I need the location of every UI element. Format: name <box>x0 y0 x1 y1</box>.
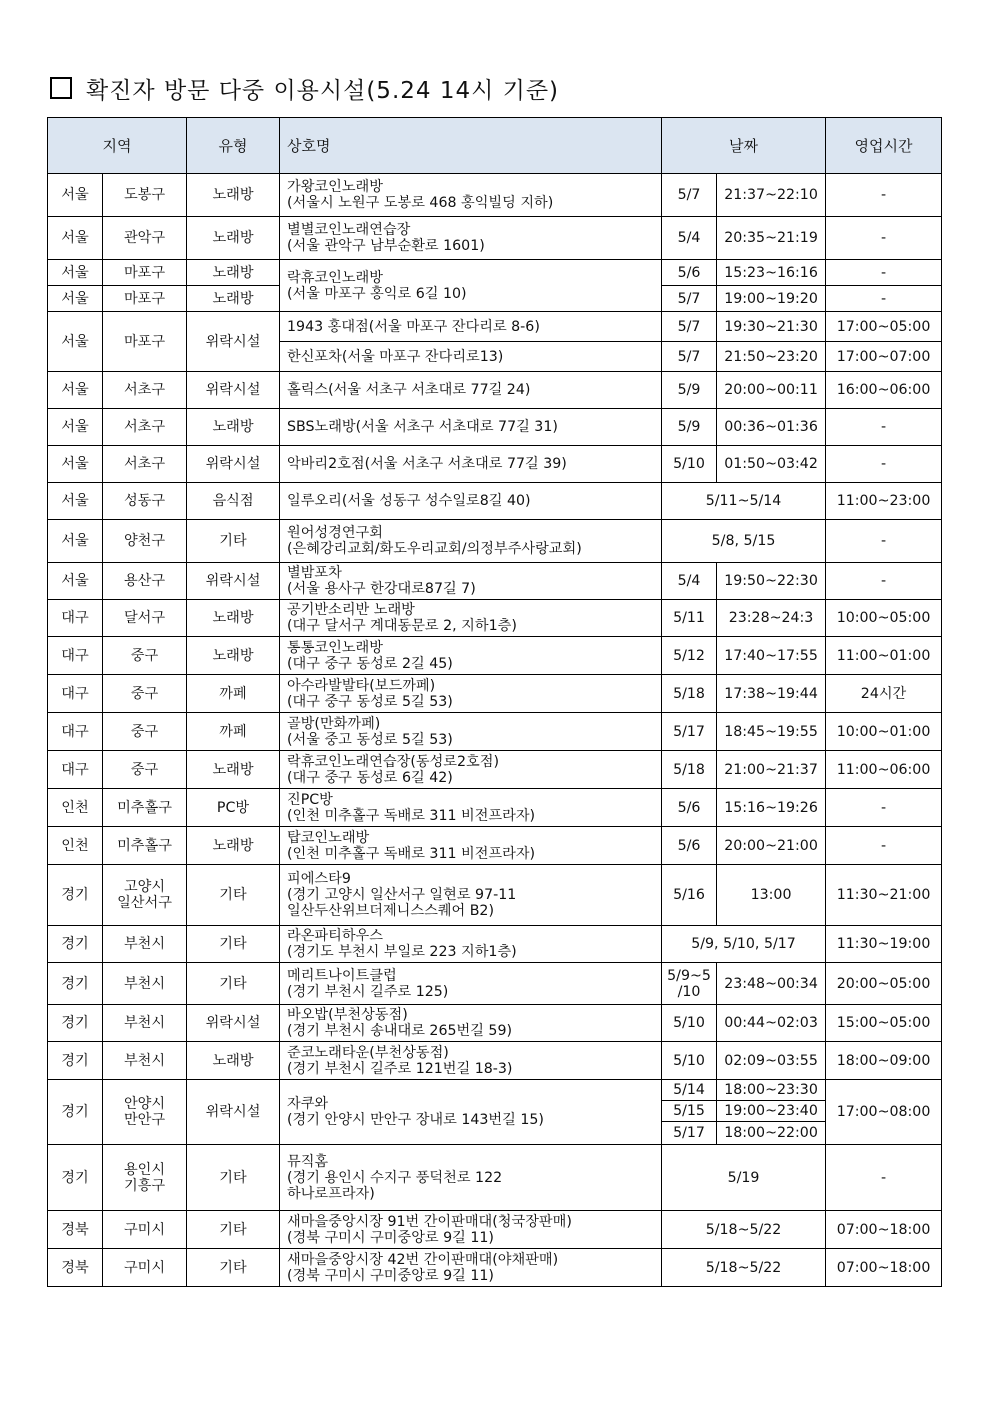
header-region: 지역 <box>48 118 187 174</box>
date-cell: 5/16 <box>662 865 717 926</box>
name-cell-line: (경북 구미시 구미중앙로 9길 11) <box>287 1267 494 1284</box>
region-city-cell: 대구 <box>48 637 103 675</box>
region-city-cell: 경기 <box>48 1080 103 1145</box>
type-cell: 노래방 <box>187 751 280 789</box>
name-cell-line: (경기 고양시 일산서구 일현로 97-11 <box>287 887 517 903</box>
hours-cell: 17:00~05:00 <box>826 312 942 342</box>
hours-cell: 15:00~05:00 <box>826 1005 942 1042</box>
header-date: 날짜 <box>662 118 826 174</box>
type-cell: 위락시설 <box>187 1005 280 1042</box>
name-cell-line: 일산두산위브더제니스스퀘어 B2) <box>287 903 494 919</box>
name-cell <box>280 217 662 260</box>
time-cell: 01:50~03:42 <box>717 446 826 483</box>
name-cell-line: (서울 마포구 홍익로 6길 10) <box>287 285 467 302</box>
region-district-cell: 부천시 <box>103 926 187 963</box>
type-cell: 노래방 <box>187 600 280 637</box>
region-district-cell: 관악구 <box>103 217 187 260</box>
name-cell <box>280 409 662 446</box>
name-cell-line: 아수라발발타(보드까페) <box>287 677 436 694</box>
name-cell <box>280 751 662 789</box>
type-cell: 노래방 <box>187 637 280 675</box>
time-cell: 00:36~01:36 <box>717 409 826 446</box>
type-cell: 노래방 <box>187 217 280 260</box>
hours-cell: - <box>826 286 942 312</box>
name-cell-line: (인천 미추홀구 독배로 311 비전프라자) <box>287 845 536 862</box>
name-cell <box>280 446 662 483</box>
name-cell <box>280 483 662 520</box>
date-cell: 5/11 <box>662 600 717 637</box>
name-cell-line: 새마을중앙시장 42번 간이판매대(야채판매) <box>287 1251 559 1268</box>
table-row <box>48 751 942 789</box>
region-district-cell <box>103 1145 187 1211</box>
hours-cell: - <box>826 1145 942 1211</box>
name-cell-line: 가왕코인노래방 <box>287 179 383 195</box>
table-row <box>48 483 942 520</box>
date-cell: 5/6 <box>662 260 717 286</box>
type-cell: 위락시설 <box>187 1080 280 1145</box>
region-district-cell: 마포구 <box>103 260 187 286</box>
region-district-cell: 부천시 <box>103 1042 187 1080</box>
time-cell: 17:38~19:44 <box>717 675 826 713</box>
type-cell: 기타 <box>187 1249 280 1287</box>
name-cell <box>280 1042 662 1080</box>
table-row <box>48 1145 942 1211</box>
table-row <box>48 520 942 563</box>
date-cell: 5/7 <box>662 286 717 312</box>
time-cell: 02:09~03:55 <box>717 1042 826 1080</box>
name-cell-line: 별밤포차 <box>287 565 342 581</box>
date-cell <box>662 963 717 1005</box>
name-cell-line: (대구 중구 동성로 6길 42) <box>287 769 453 786</box>
name-cell-line: 진PC방 <box>287 791 333 808</box>
region-city-cell: 서울 <box>48 409 103 446</box>
time-cell: 21:37~22:10 <box>717 174 826 217</box>
table-row <box>48 446 942 483</box>
table-row <box>48 409 942 446</box>
name-cell-line: 준코노래타운(부천상동점) <box>287 1044 449 1061</box>
name-cell-line: 별별코인노래연습장 <box>287 222 411 238</box>
type-cell: 위락시설 <box>187 312 280 372</box>
hours-cell: - <box>826 789 942 827</box>
region-district-cell: 중구 <box>103 713 187 751</box>
time-cell: 18:00~22:00 <box>717 1122 826 1145</box>
page-title <box>50 70 559 106</box>
name-cell <box>280 827 662 865</box>
table-row <box>48 637 942 675</box>
time-cell: 13:00 <box>717 865 826 926</box>
region-city-cell: 서울 <box>48 312 103 372</box>
table-row <box>48 675 942 713</box>
hours-cell: - <box>826 563 942 600</box>
type-cell: 노래방 <box>187 1042 280 1080</box>
region-district-cell: 부천시 <box>103 1005 187 1042</box>
name-cell-line: 피에스타9 <box>287 871 351 887</box>
region-district-cell: 구미시 <box>103 1249 187 1287</box>
region-city-cell: 경북 <box>48 1211 103 1249</box>
name-cell <box>280 789 662 827</box>
time-cell: 00:44~02:03 <box>717 1005 826 1042</box>
name-cell <box>280 600 662 637</box>
region-district-cell-line: 일산서구 <box>117 895 172 911</box>
type-cell: PC방 <box>187 789 280 827</box>
name-cell-line: (경기 부천시 송내대로 265번길 59) <box>287 1023 513 1039</box>
region-district-cell <box>103 1080 187 1145</box>
name-cell <box>280 1080 662 1145</box>
name-cell <box>280 675 662 713</box>
name-cell-line: (서울 관악구 남부순환로 1601) <box>287 238 485 254</box>
table-row <box>48 713 942 751</box>
time-cell: 18:00~23:30 <box>717 1080 826 1101</box>
date-cell: 5/17 <box>662 1122 717 1145</box>
name-cell-line: (대구 중구 동성로 5길 53) <box>287 693 453 710</box>
name-cell-line: (인천 미추홀구 독배로 311 비전프라자) <box>287 807 536 824</box>
hours-cell: - <box>826 827 942 865</box>
hours-cell: 17:00~07:00 <box>826 342 942 372</box>
table-row <box>48 789 942 827</box>
name-cell <box>280 637 662 675</box>
region-district-cell: 양천구 <box>103 520 187 563</box>
region-city-cell: 경기 <box>48 963 103 1005</box>
name-cell <box>280 372 662 409</box>
region-district-cell: 서초구 <box>103 409 187 446</box>
region-city-cell: 인천 <box>48 789 103 827</box>
region-city-cell: 서울 <box>48 174 103 217</box>
date-cell-line: 5/9~5 <box>667 967 711 984</box>
facility-table <box>47 117 942 1287</box>
name-cell <box>280 342 662 372</box>
type-cell: 까페 <box>187 713 280 751</box>
region-city-cell: 경기 <box>48 1145 103 1211</box>
name-cell <box>280 520 662 563</box>
date-cell: 5/10 <box>662 1042 717 1080</box>
region-city-cell: 서울 <box>48 483 103 520</box>
date-cell: 5/9 <box>662 409 717 446</box>
region-district-cell: 성동구 <box>103 483 187 520</box>
date-cell: 5/15 <box>662 1101 717 1122</box>
region-district-cell: 미추홀구 <box>103 827 187 865</box>
hours-cell: - <box>826 520 942 563</box>
date-cell: 5/12 <box>662 637 717 675</box>
time-cell: 15:16~19:26 <box>717 789 826 827</box>
name-cell-line: 자쿠와 <box>287 1096 329 1112</box>
name-cell-line: 탑코인노래방 <box>287 829 370 846</box>
name-cell <box>280 1249 662 1287</box>
name-cell-line: (서울시 노원구 도봉로 468 홍익빌딩 지하) <box>287 195 554 211</box>
hours-cell: 11:00~23:00 <box>826 483 942 520</box>
type-cell: 위락시설 <box>187 446 280 483</box>
name-cell-line: 골방(만화까페) <box>287 715 381 732</box>
hours-cell: 11:30~21:00 <box>826 865 942 926</box>
date-cell: 5/7 <box>662 312 717 342</box>
name-cell-line: (경기 부천시 길주로 121번길 18-3) <box>287 1060 513 1077</box>
region-city-cell: 서울 <box>48 217 103 260</box>
region-district-cell: 마포구 <box>103 286 187 312</box>
name-cell-line: (대구 중구 동성로 2길 45) <box>287 655 453 672</box>
region-district-cell-line: 기흥구 <box>123 1177 166 1194</box>
region-city-cell: 서울 <box>48 520 103 563</box>
date-range-cell: 5/9, 5/10, 5/17 <box>662 926 826 963</box>
hours-cell: - <box>826 446 942 483</box>
header-name: 상호명 <box>280 118 662 174</box>
name-cell-line: 메리트나이트클럽 <box>287 967 397 984</box>
name-cell-line: 하나로프라자) <box>287 1185 375 1202</box>
region-district-cell: 중구 <box>103 751 187 789</box>
name-cell-line: (경기 안양시 만안구 장내로 143번길 15) <box>287 1112 544 1128</box>
date-cell: 5/14 <box>662 1080 717 1101</box>
region-district-cell-line: 만안구 <box>123 1112 166 1128</box>
hours-cell: 20:00~05:00 <box>826 963 942 1005</box>
date-cell: 5/7 <box>662 174 717 217</box>
table-row <box>48 260 942 286</box>
hours-cell: 11:00~01:00 <box>826 637 942 675</box>
hours-cell: 11:30~19:00 <box>826 926 942 963</box>
name-cell-line: 한신포차(서울 마포구 잔다리로13) <box>287 348 504 365</box>
region-city-cell: 대구 <box>48 751 103 789</box>
table-row <box>48 1080 942 1101</box>
name-cell <box>280 865 662 926</box>
date-cell: 5/17 <box>662 713 717 751</box>
date-range-cell: 5/18~5/22 <box>662 1211 826 1249</box>
name-cell-line: (경기도 부천시 부일로 223 지하1층) <box>287 944 517 960</box>
hours-cell: - <box>826 217 942 260</box>
name-cell-line: (서울 중고 동성로 5길 53) <box>287 731 453 748</box>
name-cell-line: (서울 용사구 한강대로87길 7) <box>287 581 476 597</box>
name-cell-line: 악바리2호점(서울 서초구 서초대로 77길 39) <box>287 456 567 472</box>
time-cell: 19:00~23:40 <box>717 1101 826 1122</box>
date-cell: 5/10 <box>662 446 717 483</box>
region-district-cell-line: 안양시 <box>123 1096 166 1112</box>
date-cell: 5/7 <box>662 342 717 372</box>
region-city-cell: 경기 <box>48 1005 103 1042</box>
type-cell: 까페 <box>187 675 280 713</box>
name-cell <box>280 713 662 751</box>
hours-cell: - <box>826 174 942 217</box>
name-cell-line: 통통코인노래방 <box>287 639 383 656</box>
table-row <box>48 372 942 409</box>
name-cell <box>280 926 662 963</box>
table-row <box>48 600 942 637</box>
region-district-cell: 서초구 <box>103 372 187 409</box>
name-cell-line: (은혜강리교회/화도우리교회/의정부주사랑교회) <box>287 541 582 557</box>
region-district-cell: 중구 <box>103 675 187 713</box>
title-text: 확진자 방문 다중 이용시설(5.24 14시 기준) <box>86 77 560 104</box>
time-cell: 19:30~21:30 <box>717 312 826 342</box>
table-row <box>48 563 942 600</box>
type-cell: 위락시설 <box>187 563 280 600</box>
name-cell-line: (경북 구미시 구미중앙로 9길 11) <box>287 1229 494 1246</box>
hours-cell: 07:00~18:00 <box>826 1249 942 1287</box>
time-cell: 21:00~21:37 <box>717 751 826 789</box>
date-cell: 5/18 <box>662 751 717 789</box>
time-cell: 18:45~19:55 <box>717 713 826 751</box>
region-district-cell <box>103 865 187 926</box>
name-cell-line: (경기 부천시 길주로 125) <box>287 983 449 1000</box>
hours-cell: 10:00~01:00 <box>826 713 942 751</box>
type-cell: 기타 <box>187 865 280 926</box>
table-row <box>48 1249 942 1287</box>
type-cell: 기타 <box>187 520 280 563</box>
time-cell: 17:40~17:55 <box>717 637 826 675</box>
date-range-cell: 5/18~5/22 <box>662 1249 826 1287</box>
time-cell: 21:50~23:20 <box>717 342 826 372</box>
type-cell: 노래방 <box>187 409 280 446</box>
name-cell <box>280 260 662 312</box>
name-cell-line: 일루오리(서울 성동구 성수일로8길 40) <box>287 493 531 509</box>
type-cell: 위락시설 <box>187 372 280 409</box>
region-city-cell: 서울 <box>48 446 103 483</box>
name-cell-line: SBS노래방(서울 서초구 서초대로 77길 31) <box>287 419 558 435</box>
name-cell-line: 바오밥(부천상동점) <box>287 1007 408 1023</box>
time-cell: 20:00~00:11 <box>717 372 826 409</box>
type-cell: 기타 <box>187 926 280 963</box>
region-district-cell-line: 용인시 <box>123 1161 166 1178</box>
region-district-cell: 서초구 <box>103 446 187 483</box>
time-cell: 15:23~16:16 <box>717 260 826 286</box>
date-cell: 5/4 <box>662 563 717 600</box>
table-row <box>48 1042 942 1080</box>
table-row <box>48 963 942 1005</box>
header-type: 유형 <box>187 118 280 174</box>
type-cell: 기타 <box>187 1211 280 1249</box>
name-cell-line: 홀릭스(서울 서초구 서초대로 77길 24) <box>287 382 531 398</box>
table-row <box>48 865 942 926</box>
time-cell: 23:28~24:3 <box>717 600 826 637</box>
region-district-cell-line: 고양시 <box>123 879 166 895</box>
time-cell: 20:00~21:00 <box>717 827 826 865</box>
hours-cell: 17:00~08:00 <box>826 1080 942 1145</box>
name-cell <box>280 174 662 217</box>
region-city-cell: 서울 <box>48 372 103 409</box>
name-cell <box>280 1005 662 1042</box>
region-city-cell: 서울 <box>48 563 103 600</box>
name-cell-line: 락휴코인노래연습장(동성로2호점) <box>287 753 499 770</box>
date-cell: 5/9 <box>662 372 717 409</box>
region-district-cell: 중구 <box>103 637 187 675</box>
date-cell-line: /10 <box>677 983 701 1000</box>
region-city-cell: 서울 <box>48 286 103 312</box>
name-cell-line: 원어성경연구회 <box>287 525 383 541</box>
date-cell: 5/4 <box>662 217 717 260</box>
name-cell-line: (경기 용인시 수지구 풍덕천로 122 <box>287 1169 503 1186</box>
name-cell-line: (대구 달서구 계대동문로 2, 지하1층) <box>287 618 517 634</box>
name-cell-line: 새마을중앙시장 91번 간이판매대(청국장판매) <box>287 1213 572 1230</box>
hours-cell: 16:00~06:00 <box>826 372 942 409</box>
hours-cell: 18:00~09:00 <box>826 1042 942 1080</box>
date-range-cell: 5/11~5/14 <box>662 483 826 520</box>
region-city-cell: 인천 <box>48 827 103 865</box>
hours-cell: - <box>826 260 942 286</box>
region-district-cell: 달서구 <box>103 600 187 637</box>
checkbox-square-icon <box>50 77 72 99</box>
hours-cell: 11:00~06:00 <box>826 751 942 789</box>
type-cell: 기타 <box>187 963 280 1005</box>
type-cell: 음식점 <box>187 483 280 520</box>
table-row <box>48 1005 942 1042</box>
name-cell-line: 락휴코인노래방 <box>287 269 383 286</box>
type-cell: 기타 <box>187 1145 280 1211</box>
table-row <box>48 1211 942 1249</box>
date-range-cell: 5/8, 5/15 <box>662 520 826 563</box>
region-district-cell: 도봉구 <box>103 174 187 217</box>
name-cell <box>280 963 662 1005</box>
hours-cell: 24시간 <box>826 675 942 713</box>
name-cell-line: 공기반소리반 노래방 <box>287 602 415 618</box>
table-row <box>48 174 942 217</box>
date-cell: 5/10 <box>662 1005 717 1042</box>
region-district-cell: 부천시 <box>103 963 187 1005</box>
table-row <box>48 312 942 342</box>
header-hours: 영업시간 <box>826 118 942 174</box>
type-cell: 노래방 <box>187 827 280 865</box>
region-city-cell: 경북 <box>48 1249 103 1287</box>
hours-cell: 10:00~05:00 <box>826 600 942 637</box>
region-district-cell: 용산구 <box>103 563 187 600</box>
name-cell-line: 1943 홍대점(서울 마포구 잔다리로 8-6) <box>287 318 540 335</box>
time-cell: 23:48~00:34 <box>717 963 826 1005</box>
name-cell <box>280 563 662 600</box>
region-district-cell: 마포구 <box>103 312 187 372</box>
date-range-cell: 5/19 <box>662 1145 826 1211</box>
region-city-cell: 경기 <box>48 865 103 926</box>
name-cell <box>280 1145 662 1211</box>
date-cell: 5/6 <box>662 827 717 865</box>
table-row <box>48 827 942 865</box>
region-city-cell: 경기 <box>48 926 103 963</box>
name-cell-line: 뮤직홈 <box>287 1153 329 1170</box>
hours-cell: 07:00~18:00 <box>826 1211 942 1249</box>
table-row <box>48 217 942 260</box>
region-city-cell: 대구 <box>48 600 103 637</box>
time-cell: 19:50~22:30 <box>717 563 826 600</box>
region-city-cell: 대구 <box>48 675 103 713</box>
header-row <box>48 118 942 174</box>
region-district-cell: 미추홀구 <box>103 789 187 827</box>
hours-cell: - <box>826 409 942 446</box>
region-city-cell: 대구 <box>48 713 103 751</box>
type-cell: 노래방 <box>187 286 280 312</box>
region-district-cell: 구미시 <box>103 1211 187 1249</box>
name-cell <box>280 1211 662 1249</box>
name-cell <box>280 312 662 342</box>
date-cell: 5/6 <box>662 789 717 827</box>
table-row <box>48 926 942 963</box>
region-city-cell: 서울 <box>48 260 103 286</box>
date-cell: 5/18 <box>662 675 717 713</box>
time-cell: 19:00~19:20 <box>717 286 826 312</box>
type-cell: 노래방 <box>187 260 280 286</box>
name-cell-line: 라온파티하우스 <box>287 928 383 944</box>
region-city-cell: 경기 <box>48 1042 103 1080</box>
type-cell: 노래방 <box>187 174 280 217</box>
time-cell: 20:35~21:19 <box>717 217 826 260</box>
